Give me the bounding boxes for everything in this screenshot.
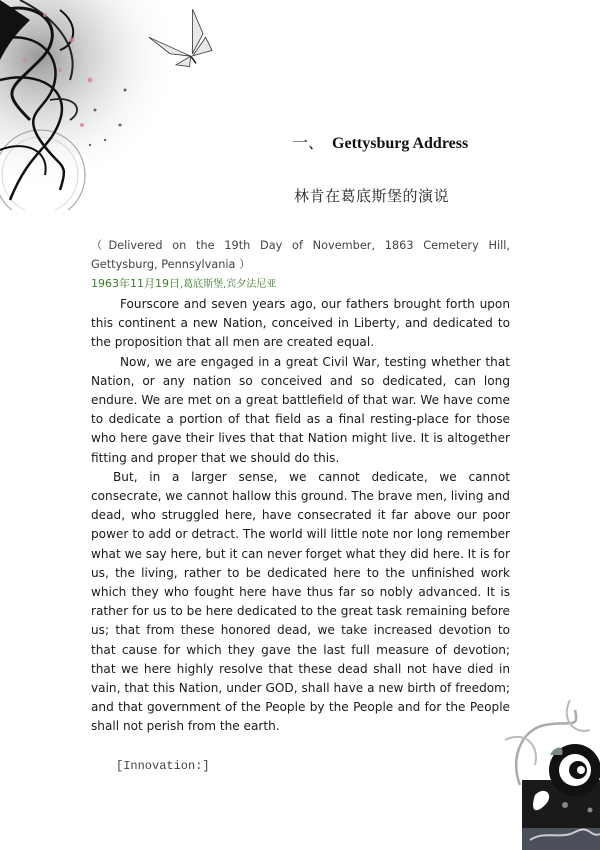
innovation-label: [Innovation:] [116, 759, 210, 773]
swirl-clock-butterfly-icon [0, 0, 250, 210]
paragraph: But, in a larger sense, we cannot dedicate, we cannot consecrate, we cannot hallow this ground. The brave men, living and dead, who struggled here, have consecrated it far above our poor power to add or detract. The world will little note nor long remember what we say here, but it can never forget what they did here. It is for us, the living, rather to be dedicated here to the unfinished work which they who fought here have thus far so nobly advanced. It is rather for us to be here dedicated to the great task remaining before us; that from these honored dead, we take increased devotion to that cause for which they gave the last full measure of devotion; that we here highly resolve that these dead shall not have died in vain, that this Nation, under GOD, shall have a new birth of freedom; and that government of the People by the People and for the People shall not perish from the earth. [91, 469, 510, 734]
floral-swirl-icon [490, 700, 600, 850]
chinese-place: ,葛底斯堡,宾夕法尼亚 [180, 279, 277, 290]
paragraph: Now, we are engaged in a great Civil War, testing whether that Nation, or any nation so conceived and so dedicated, can long endure. We are met on a great battlefield of that war. We have come to dedicate a portion of that field as a final resting-place for those who here gave their lives that that Nation might live. It is altogether fitting and proper that we should do this. [91, 354, 510, 465]
section-number: 一、 [292, 135, 325, 152]
page-title [292, 130, 468, 153]
chinese-date: 1963年11月19日 [91, 277, 180, 290]
document-body [91, 236, 510, 737]
delivery-note: （Delivered on the 19th Day of November, 1863 Cemetery Hill, Gettysburg, Pennsylvania ） [91, 239, 510, 271]
subtitle-chinese: 林肯在葛底斯堡的演说 [294, 189, 450, 205]
title-text: Gettysburg Address [332, 135, 469, 152]
chinese-date-line [91, 274, 510, 294]
paragraph: Fourscore and seven years ago, our fathers brought forth upon this continent a new Nation, conceived in Liberty, and dedicated to the proposition that all men are created equal. [91, 297, 510, 350]
